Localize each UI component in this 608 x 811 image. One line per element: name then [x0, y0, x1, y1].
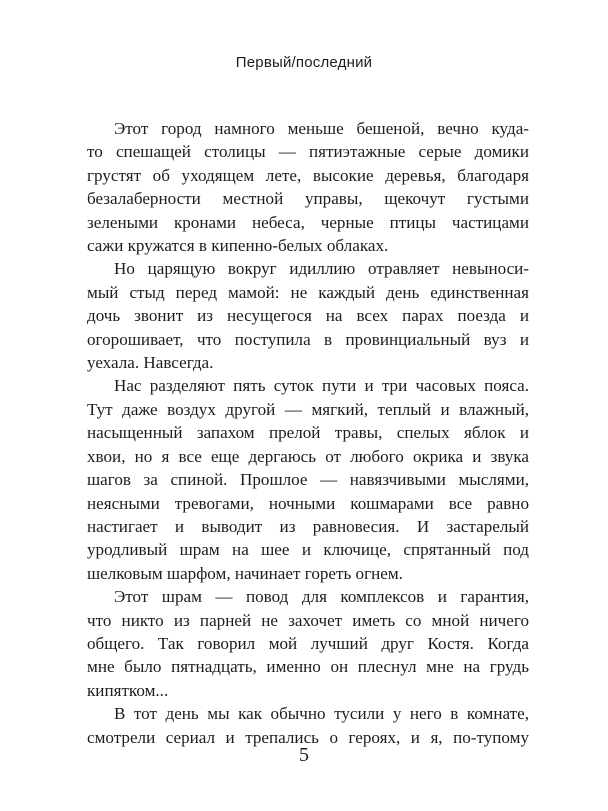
text-line: шелковым шарфом, начинает гореть огнем.: [87, 563, 403, 583]
text-line: хвои, но я все еще дергаюсь от любого окрика и звука: [87, 446, 529, 466]
text-line: Но царящую вокруг идиллию отравляет невыноси-: [114, 259, 529, 279]
text-line: то спешащей столицы — пятиэтажные серые домики: [87, 142, 529, 162]
text-line: безалаберности местной управы, щекочут густыми: [87, 189, 529, 209]
paragraph: [87, 702, 529, 749]
text-line: Этот город намного меньше бешеной, вечно куда-: [114, 119, 529, 138]
text-line: дочь звонит из несущегося на всех парах поезда и: [87, 306, 529, 326]
text-line: мый стыд перед мамой: не каждый день единственная: [87, 282, 529, 302]
text-line: Этот шрам — повод для комплексов и гарантия,: [114, 587, 529, 607]
text-line: Нас разделяют пять суток пути и три часовых пояса.: [114, 376, 529, 396]
text-line: что никто из парней не захочет иметь со мной ничего: [87, 610, 529, 630]
text-line: В тот день мы как обычно тусили у него в комнате,: [114, 704, 529, 724]
paragraph: [87, 117, 529, 257]
running-head: Первый/последний: [235, 54, 373, 71]
paragraph: [87, 374, 529, 585]
text-line: общего. Так говорил мой лучший друг Костя. Когда: [87, 633, 529, 653]
text-line: сажи кружатся в кипенно-белых облаках.: [87, 236, 389, 256]
page-body-text: [87, 117, 529, 749]
text-line: огорошивает, что поступила в провинциальный вуз и: [87, 329, 529, 349]
text-line: уродливый шрам на шее и ключице, спрятанный под: [87, 540, 529, 560]
page-number: 5: [299, 744, 309, 766]
text-line: уехала. Навсегда.: [87, 353, 214, 373]
text-line: смотрели сериал и трепались о героях, и я, по-тупому: [87, 727, 529, 747]
text-line: Тут даже воздух другой — мягкий, теплый и влажный,: [87, 399, 529, 419]
text-line: настигает и выводит из равновесия. И застарелый: [87, 516, 529, 536]
text-line: грустят об уходящем лете, высокие деревья, благодаря: [87, 165, 529, 185]
paragraph: [87, 585, 529, 702]
text-line: неясными тревогами, ночными кошмарами все равно: [87, 493, 529, 513]
text-line: мне было пятнадцать, именно он плеснул мне на грудь: [87, 657, 529, 677]
paragraph: [87, 257, 529, 374]
text-line: насыщенный запахом прелой травы, спелых яблок и: [87, 423, 529, 443]
text-line: зелеными кронами небеса, черные птицы частицами: [87, 212, 529, 232]
text-line: кипятком...: [87, 680, 169, 700]
text-line: шагов за спиной. Прошлое — навязчивыми мыслями,: [87, 470, 529, 490]
